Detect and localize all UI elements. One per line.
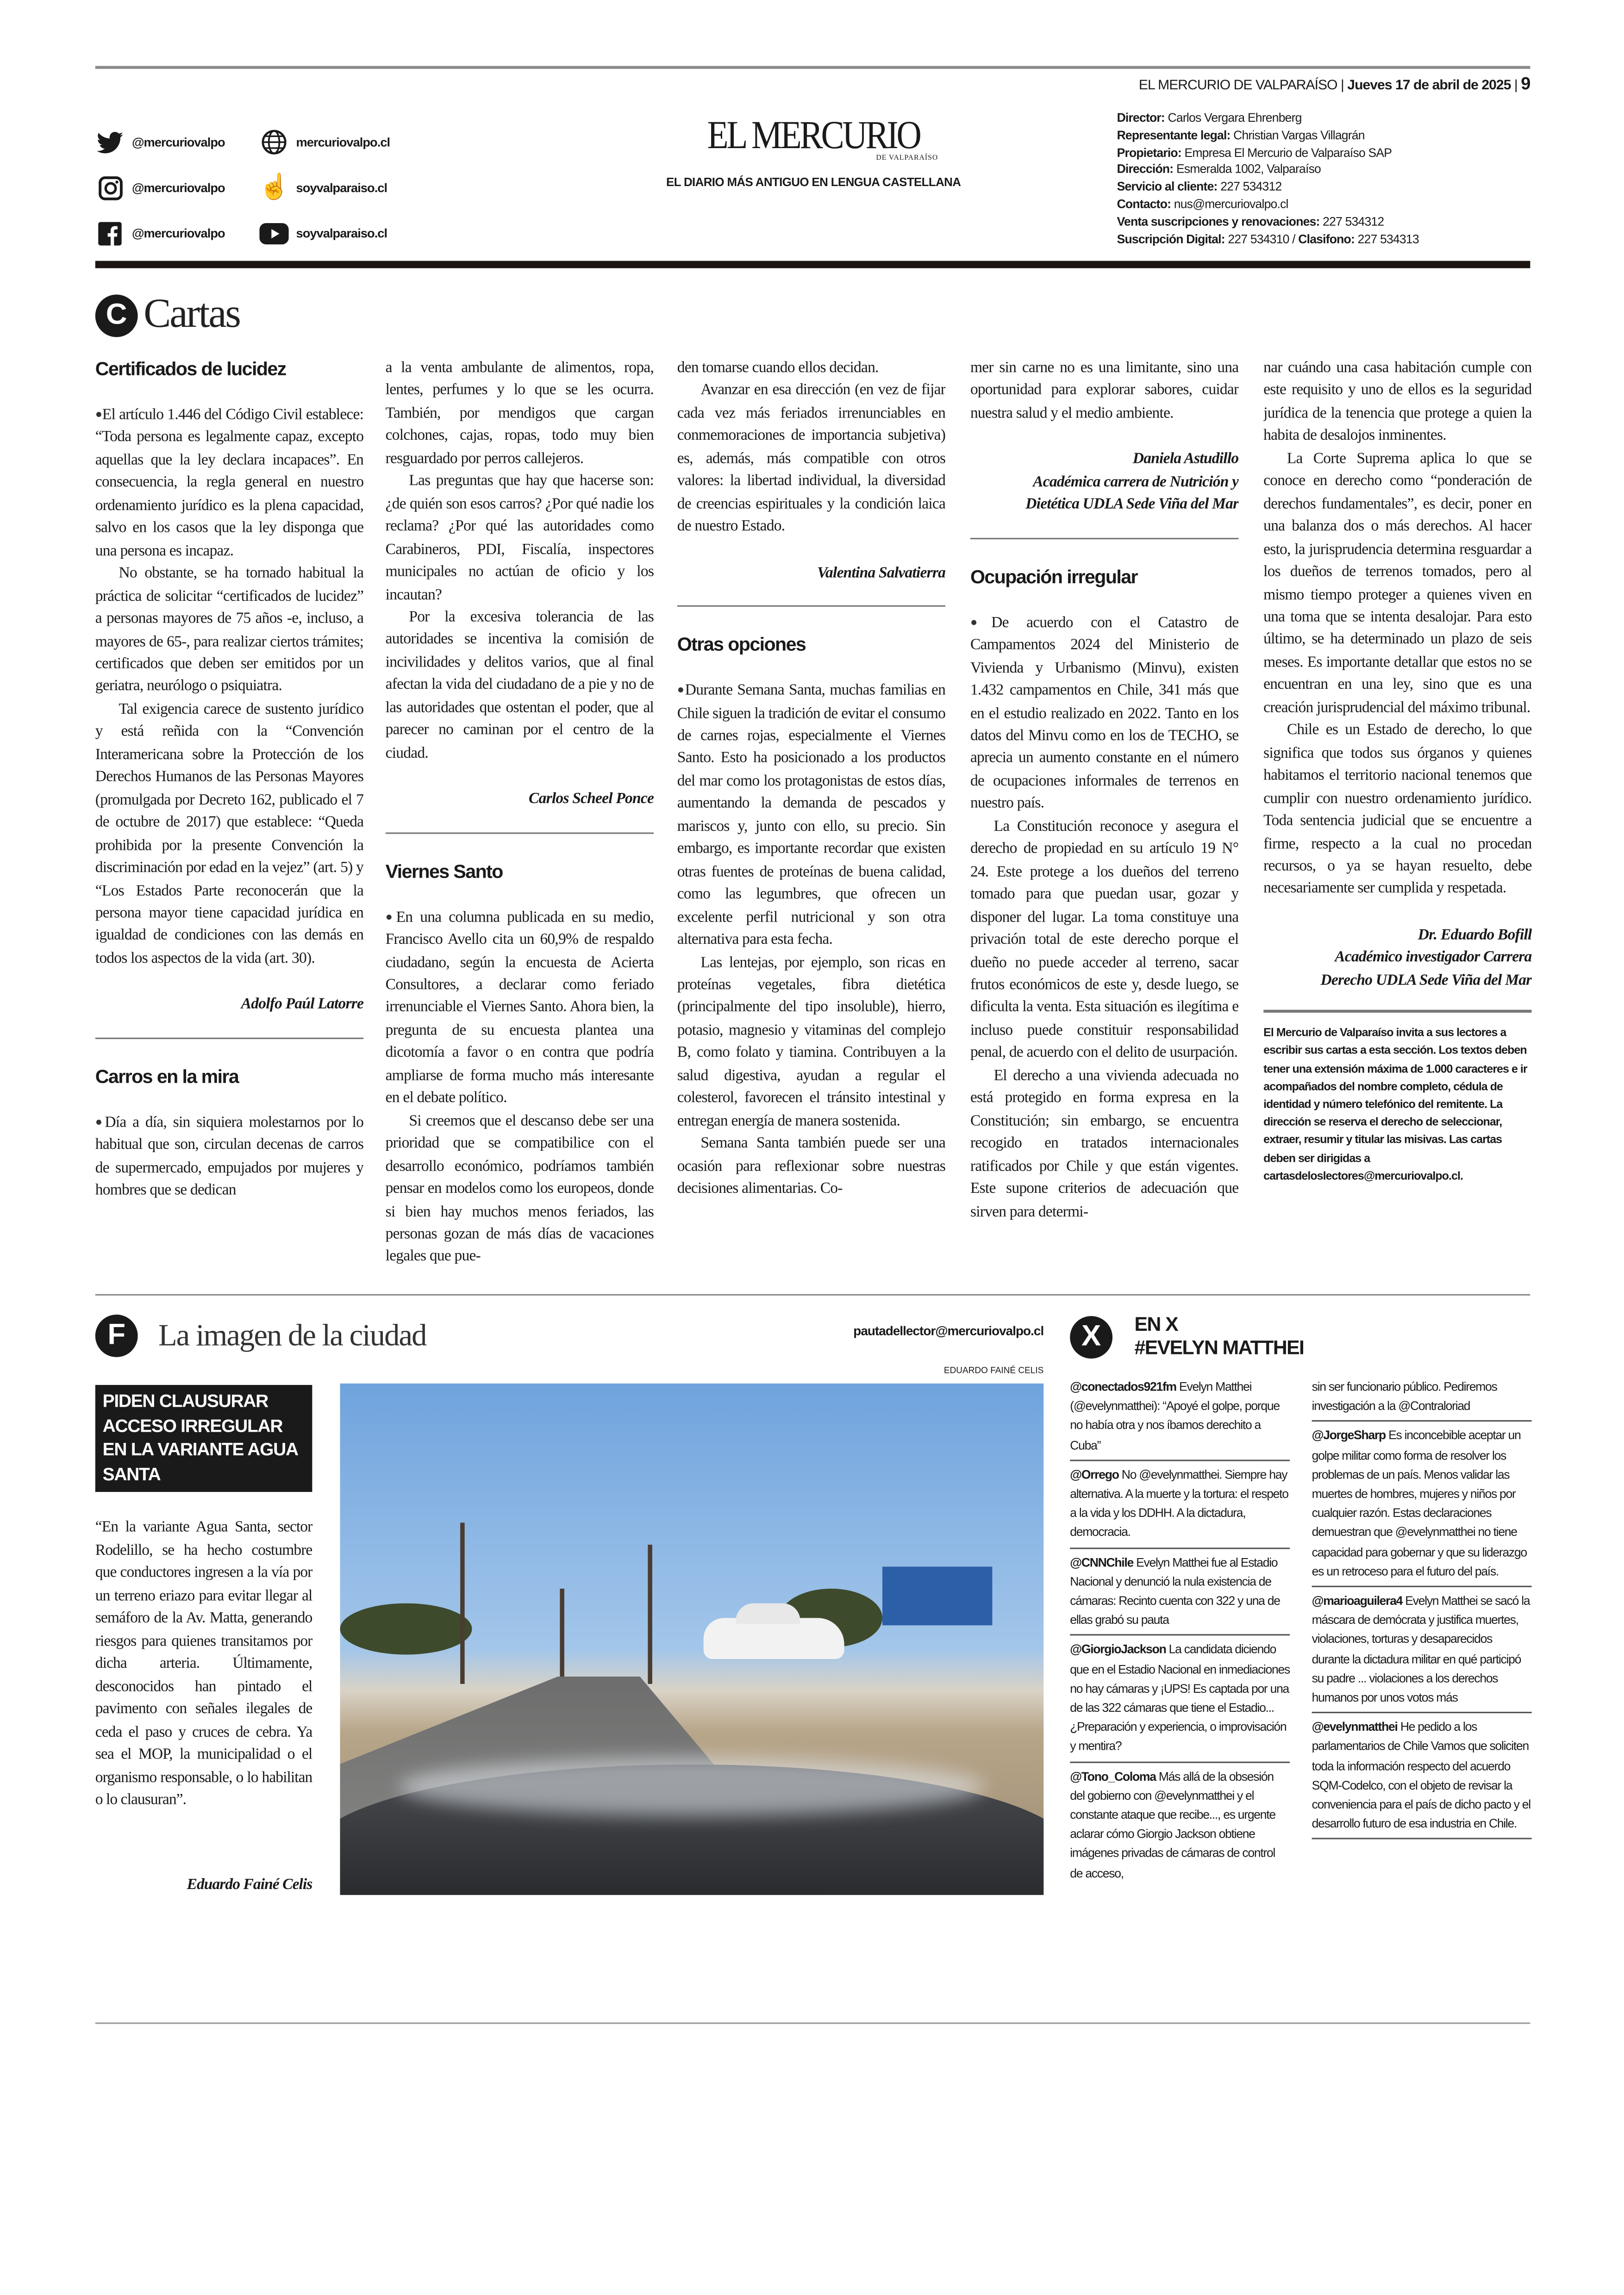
- tweet: [1312, 1378, 1532, 1422]
- letter-divider: [95, 1037, 363, 1039]
- letters-column: [386, 358, 654, 1284]
- letter-paragraph: Tal exigencia carece de sustento jurídico y está reñida con la “Convención Interamericana sobre la Protección de los Derechos Humanos de las Personas Mayores (promulgada por Decreto 162, publicado el 7 de octubre de 2017) que establece: “Queda prohibida por la presente Convención la discriminación por edad en la vejez” (art. 5) y “Los Estados Parte reconocerán que la persona mayor tiene capacidad jurídica en igualdad de condiciones con las demás en todos los aspectos de la vida (art. 30).: [95, 702, 364, 967]
- signature-line: Académico investigador Carrera: [1335, 950, 1532, 967]
- section-title: Cartas: [144, 292, 240, 337]
- tweet-text: He pedido a los parlamentarios de Chile Vamos que soliciten toda la información respecto del acuerdo SQM-Codelco, con el objeto de revisar la conveniencia para el país de dicho pacto y el desarrollo futuro de esa industria en Chile.: [1312, 1719, 1530, 1831]
- staff-line: [1117, 144, 1419, 162]
- letter-signature: [95, 994, 363, 1017]
- letter-paragraph: nar cuándo una casa habitación cumple con este requisito y uno de ellos es la seguridad jurídica de la tenencia que protege a quien la habita de desalojos inminentes.: [1263, 360, 1532, 445]
- staff-line: [1117, 110, 1419, 127]
- section-letter-badge: F: [95, 1315, 138, 1357]
- staff-value: Carlos Vergara Ehrenberg: [1168, 110, 1302, 125]
- letter-paragraph: Por la excesiva tolerancia de las autoridades se incentiva la comisión de incivilidades y delitos varios, que al final afectan la vida del ciudadano de a pie y no de las autoridades que ostentan el poder, que al parecer no caminan por el centro de la ciudad.: [385, 610, 654, 762]
- section-divider: [95, 1294, 1530, 1296]
- social-label: soyvalparaiso.cl: [296, 225, 387, 241]
- photo-credit: EDUARDO FAINÉ CELIS: [943, 1367, 1044, 1376]
- publication-name: EL MERCURIO DE VALPARAÍSO: [1138, 77, 1337, 94]
- letter-paragraph: mer sin carne no es una limitante, sino una oportunidad para explorar sabores, cuidar nuestra salud y el medio ambiente.: [970, 360, 1239, 422]
- tweet-text: sin ser funcionario público. Pediremos investigación a la @Contraloriad: [1312, 1379, 1497, 1413]
- submission-notice: El Mercurio de Valparaíso invita a sus lectores a escribir sus cartas a esta sección. Los textos deben tener una extensión máxima de 1.000 caracteres e ir acompañados del nombre completo, cédula de identidad y número telefónico del remitente. La dirección se reserva el derecho de seleccionar, extraer, resumir y titular las misivas. Las cartas deben ser dirigidas a cartasdeloslectores@mercuriovalpo.cl.: [1263, 1010, 1531, 1185]
- staff-value: Empresa El Mercurio de Valparaíso SAP: [1184, 144, 1392, 159]
- staff-line: [1117, 196, 1419, 213]
- imagen-section-header: [95, 1315, 426, 1357]
- letter-signature: [677, 562, 945, 585]
- enx-title: [1135, 1313, 1304, 1360]
- signature-line: Carlos Scheel Ponce: [529, 792, 654, 808]
- letter-heading: Viernes Santo: [385, 860, 503, 882]
- letter-paragraph: Chile es un Estado de derecho, lo que significa que todos sus órganos y quienes habitamos el territorio nacional tenemos que cumplir con nuestro ordenamiento jurídico. Toda sentencia judicial que se encuentre a firme, respecto a la cual no procedan recursos, o ya se hayan resuelto, debe necesariamente ser cumplida y respetada.: [1263, 723, 1532, 898]
- tweet-handle[interactable]: @JorgeSharp: [1312, 1428, 1386, 1443]
- social-label: @mercuriovalpo: [131, 225, 225, 241]
- tweet-handle[interactable]: @marioaguilera4: [1312, 1593, 1403, 1608]
- letter-divider: [677, 605, 945, 607]
- staff-label: Suscripción Digital:: [1117, 231, 1225, 246]
- tweet-handle[interactable]: @Tono_Coloma: [1070, 1768, 1156, 1784]
- staff-label: Venta suscripciones y renovaciones:: [1117, 213, 1320, 229]
- letter-paragraph: ● El artículo 1.446 del Código Civil establece: “Toda persona es legalmente capaz, excepto aquellas que la ley declara incapaces”. En consecuencia, la regla general en nuestro ordenamiento jurídico es la plena capacidad, salvo en los casos que la ley disponga que una persona es incapaz.: [95, 403, 363, 563]
- letter-paragraph: Semana Santa también puede ser una ocasión para reflexionar sobre nuestras decisiones alimentarias. Co-: [677, 1136, 946, 1197]
- staff-value: 227 534310 /: [1228, 231, 1295, 246]
- signature-line: Dietética UDLA Sede Viña del Mar: [1025, 497, 1239, 513]
- logo-name: EL MERCURIO: [707, 112, 920, 157]
- bottom-rule: [95, 2022, 1530, 2024]
- letter-divider: [970, 537, 1238, 539]
- hand-pointer-icon: ☝: [259, 173, 290, 201]
- tweet-text: La candidata diciendo que en el Estadio Nacional en inmediaciones no hay cámaras y ¡UPS! Es captada por una de las 322 cámaras que tiene el Estadio... ¿Preparación y experiencia, o improvisación y mentira?: [1070, 1642, 1290, 1754]
- staff-line: [1117, 214, 1419, 231]
- enx-section-header: [1070, 1313, 1304, 1360]
- staff-line: [1117, 162, 1419, 179]
- staff-label: Contacto:: [1117, 196, 1171, 211]
- tweet: [1070, 1378, 1290, 1461]
- signature-line: Adolfo Paúl Latorre: [241, 997, 364, 1013]
- social-facebook[interactable]: [95, 220, 225, 246]
- masthead-logo: [645, 114, 982, 189]
- reader-email-link[interactable]: pautadellector@mercuriovalpo.cl: [853, 1323, 1044, 1338]
- letter-paragraph: El derecho a una vivienda adecuada no está protegido en forma expresa en la Constitución; sin embargo, se encuentra recogido en tratados internacionales ratificados por Chile y que están vigentes. Este supone criterios de adecuación que sirven para determi-: [970, 1068, 1239, 1220]
- letter-heading: Certificados de lucidez: [95, 357, 286, 380]
- staff-value: 227 534313: [1357, 231, 1419, 246]
- social-label: mercuriovalpo.cl: [296, 135, 390, 150]
- letter-paragraph: Si creemos que el descanso debe ser una prioridad que se compatibilice con el desarrollo económico, podríamos también pensar en modelos como los europeos, donde si bien hay muchos menos feriados, las personas gozan de más días de vacaciones legales que pue-: [385, 1113, 654, 1266]
- folio: EL MERCURIO DE VALPARAÍSO | Jueves 17 de abril de 2025 | 9: [1138, 73, 1530, 94]
- letter-heading: Ocupación irregular: [970, 565, 1138, 587]
- tweet-text: Evelyn Matthei (@evelynmatthei): “Apoyé el golpe, porque no había otra y nos íbamos derechito a Cuba”: [1070, 1379, 1280, 1452]
- utility-pole: [648, 1545, 652, 1684]
- tweet-handle[interactable]: @Orrego: [1070, 1466, 1119, 1482]
- social-youtube[interactable]: [259, 220, 387, 246]
- tweet-handle[interactable]: @GiorgioJackson: [1070, 1642, 1166, 1657]
- letter-paragraph: Las lentejas, por ejemplo, son ricas en proteínas vegetales, fibra dietética (principalmente del tipo insoluble), hierro, potasio, magnesio y vitaminas del complejo B, como folato y tiamina. Contribuyen a la salud digestiva, ayudan a regular el colesterol, favorecen el tránsito intestinal y entregan energía de manera sostenida.: [677, 954, 946, 1130]
- staff-line: [1117, 127, 1419, 144]
- signature-line: Valentina Salvatierra: [817, 565, 946, 581]
- contact-email[interactable]: nus@mercuriovalpo.cl: [1174, 196, 1288, 211]
- letters-column: [1263, 358, 1531, 1284]
- house: [882, 1567, 992, 1626]
- staff-value: 227 534312: [1323, 213, 1384, 229]
- tweet-text: Evelyn Matthei se sacó la máscara de demócrata y justifica muertes, violaciones, torturas y desaparecidos durante la dictadura militar en qué participó su padre ... violaciones a los derechos humanos por unos votos más: [1312, 1593, 1530, 1705]
- social-twitter[interactable]: [95, 129, 225, 156]
- letter-paragraph: den tomarse cuando ellos decidan.: [677, 360, 879, 377]
- tweet: [1070, 1640, 1290, 1762]
- staff-value: 227 534312: [1220, 179, 1282, 194]
- letter-paragraph: ● Día a día, sin siquiera molestarnos por lo habitual que son, circulan decenas de carros de supermercado, empujados por mujeres y hombres que se dedican: [95, 1110, 363, 1203]
- twitter-icon: [95, 129, 125, 156]
- issue-date: Jueves 17 de abril de 2025: [1347, 77, 1511, 94]
- tweet: [1070, 1553, 1290, 1636]
- staff-value: Christian Vargas Villagrán: [1233, 127, 1365, 142]
- letter-paragraph: Avanzar en esa dirección (en vez de fijar cada vez más feriados irrenunciables en conmemoraciones de importancia subjetiva) es, además, más compatible con otros valores: la libertad individual, la diversidad de creencias espirituales y la condición laica de nuestro Estado.: [677, 383, 946, 536]
- social-label: @mercuriovalpo: [131, 180, 225, 195]
- letter-paragraph: ● En una columna publicada en su medio, Francisco Avello cita un 60,9% de respaldo ciudadano, según la encuesta de Acierta Consultores, a declarar como feriado irrenunciable el Viernes Santo. Ahora bien, la pregunta de su encuesta plantea una dicotomía a favor o en contra que podría ampliarse de forma mucho más interesante en el debate político.: [386, 905, 654, 1110]
- letter-paragraph: No obstante, se ha tornado habitual la práctica de solicitar “certificados de lucidez” a personas mayores de 75 años -e, incluso, a mayores de 65-, para realizar ciertos trámites; certificados que deben ser emitidos por un geriatra, neurólogo o psiquiatra.: [95, 566, 364, 696]
- signature-line: Daniela Astudillo: [1132, 452, 1239, 468]
- page-number: 9: [1521, 73, 1530, 94]
- staff-label: Dirección:: [1117, 162, 1174, 177]
- letter-signature: [386, 789, 654, 811]
- header-rule: [95, 261, 1530, 268]
- letters-column: [677, 358, 945, 1284]
- tweets-column: [1312, 1378, 1532, 1844]
- staff-line: [1117, 179, 1419, 196]
- staff-label: Director:: [1117, 110, 1165, 125]
- youtube-icon: [259, 220, 288, 246]
- signature-line: Académica carrera de Nutrición y: [1033, 474, 1239, 491]
- letter-signature: [1263, 924, 1531, 992]
- letter-paragraph: La Constitución reconoce y asegura el derecho de propiedad en su artículo 19 N° 24. Este protege a los dueños del terreno tomado para que puedan usar, gozar y disponer del lugar. La toma constituye una privación total de este derecho porque el dueño no puede acceder al terreno, sacar frutos económicos de este y, desde luego, se dificulta la venta. Esta situación es ilegítima e incluso puede constituir responsabilidad penal, de acuerdo con el delito de usurpación.: [970, 819, 1239, 1062]
- tweet-handle[interactable]: @CNNChile: [1070, 1554, 1133, 1569]
- letter-paragraph: La Corte Suprema aplica lo que se conoce en derecho como “ponderación de derechos fundamentales”, es decir, poner en una balanza dos o más derechos. Al hacer esto, la jurisprudencia determina resguardar a los dueños de terrenos tomados, pero al mismo tiempo proteger a quienes viven en una toma que se intenta desalojar. Para esto último, se ha determinado un plazo de seis meses. Es importante detallar que estos no se encuentran en una ley, sino que es una creación jurisprudencial del máximo tribunal.: [1263, 451, 1532, 717]
- utility-pole: [460, 1523, 464, 1684]
- facebook-icon: [95, 220, 125, 246]
- tweet: [1070, 1466, 1290, 1549]
- instagram-icon: [95, 175, 125, 201]
- signature-line: Derecho UDLA Sede Viña del Mar: [1320, 973, 1532, 989]
- logo-subtitle: DE VALPARAÍSO: [876, 155, 938, 163]
- staff-box: [1117, 110, 1419, 248]
- white-car: [704, 1618, 844, 1659]
- social-label: @mercuriovalpo: [131, 135, 225, 150]
- letter-signature: [970, 449, 1238, 517]
- photo-headline: PIDEN CLAUSURAR ACCESO IRREGULAR EN LA VARIANTE AGUA SANTA: [95, 1385, 312, 1492]
- tweets-column: [1070, 1378, 1290, 1883]
- letter-divider: [386, 832, 654, 833]
- section-title: La imagen de la ciudad: [158, 1317, 426, 1353]
- staff-label: Clasifono:: [1298, 231, 1355, 246]
- letter-heading: Carros en la mira: [95, 1065, 239, 1087]
- tweet-handle[interactable]: @conectados921fm: [1070, 1379, 1176, 1394]
- cartas-section-header: [95, 292, 240, 338]
- tweet: [1312, 1718, 1532, 1840]
- utility-pole: [560, 1589, 564, 1677]
- tweet-text: Más allá de la obsesión del gobierno con @evelynmatthei y el constante ataque que recibe..., es urgente aclarar cómo Giorgio Jackson obtiene imágenes privadas de cámaras de control de acceso,: [1070, 1768, 1275, 1880]
- letter-paragraph: Las preguntas que hay que hacerse son: ¿de quién son esos carros? ¿Por qué nadie los reclama? ¿Por qué las autoridades como Carabineros, PDI, Fiscalía, inspectores municipales no actúan de oficio y los incautan?: [385, 474, 654, 603]
- signature-line: Dr. Eduardo Bofill: [1418, 927, 1532, 944]
- x-logo-icon: X: [1070, 1316, 1112, 1358]
- road-photo: [340, 1384, 1044, 1895]
- tweet-text: Es inconcebible aceptar un golpe militar como forma de resolver los problemas de un país. Menos validar las muertes de hombres, mujeres y niños por cualquier razón. Estas declaraciones demuestran que @evelynmatthei no tiene capacidad para gobernar y que su liderazgo es un retroceso para el futuro del país.: [1312, 1428, 1527, 1578]
- social-label: soyvalparaiso.cl: [296, 180, 387, 195]
- letter-heading: Otras opciones: [677, 633, 806, 655]
- tagline: EL DIARIO MÁS ANTIGUO EN LENGUA CASTELLANA: [666, 175, 961, 189]
- staff-label: Propietario:: [1117, 144, 1181, 159]
- letter-paragraph: ● De acuerdo con el Catastro de Campamentos 2024 del Ministerio de Vivienda y Urbanismo (Minvu), existen 1.432 campamentos en Chile, 341 más que en el estudio realizado en 2022. Tanto en los datos del Minvu como en los de TECHO, se aprecia un aumento constante en el número de ocupaciones informales de terrenos en nuestro país.: [970, 611, 1238, 816]
- dashboard-reflection: [399, 1757, 985, 1816]
- enx-hashtag[interactable]: #EVELYN MATTHEI: [1134, 1336, 1304, 1359]
- staff-line: [1117, 231, 1419, 248]
- tweet: [1312, 1427, 1532, 1587]
- social-web[interactable]: [259, 129, 390, 156]
- staff-label: Representante legal:: [1117, 127, 1230, 142]
- letters-column: [95, 358, 363, 1284]
- letter-paragraph: ● Durante Semana Santa, muchas familias en Chile siguen la tradición de evitar el consumo de carnes rojas, especialmente el Viernes Santo. Esto ha posicionado a los productos del mar como los protagonistas de estos días, aumentando la demanda de pescados y mariscos y, junto con ello, su precio. Sin embargo, es importante recordar que existen otras fuentes de proteínas de buena calidad, como las legumbres, que ofrecen un excelente perfil nutricional y son otra alternativa para esta fecha.: [677, 679, 945, 952]
- enx-title-line1: EN X: [1134, 1313, 1178, 1335]
- social-instagram[interactable]: [95, 175, 225, 201]
- caption-signature: Eduardo Fainé Celis: [187, 1877, 312, 1894]
- tree: [340, 1603, 472, 1655]
- tweet: [1070, 1767, 1290, 1883]
- globe-icon: [259, 129, 288, 156]
- letter-paragraph: a la venta ambulante de alimentos, ropa, lentes, perfumes y lo que se les ocurra. También, por mendigos que cargan colchones, cajas, ropas, todo muy bien resguardado por perros callejeros.: [385, 360, 654, 468]
- letters-column: [970, 358, 1238, 1284]
- photo-caption: “En la variante Agua Santa, sector Rodelillo, se ha hecho costumbre que conductores ingresen a la vía por un terreno eriazo para evitar llegar al semáforo de la Av. Matta, generando riesgos para quienes transitamos por dicha arteria. Últimamente, desconocidos han pintado el pavimento con señales ilegales de ceda el paso y cruces de cebra. Ya sea el MOP, la municipalidad o el organismo responsable, o lo habilitan o lo clausuran”.: [95, 1520, 312, 1809]
- social-soyvalparaiso[interactable]: [259, 175, 387, 201]
- staff-label: Servicio al cliente:: [1117, 179, 1218, 194]
- staff-value: Esmeralda 1002, Valparaíso: [1176, 162, 1321, 177]
- tweet-text: No @evelynmatthei. Siempre hay alternativa. A la muerte y la tortura: el respeto a la vida y los DDHH. A la dictadura, democracia.: [1070, 1466, 1288, 1540]
- tweet-text: Evelyn Matthei fue al Estadio Nacional y denunció la nula existencia de cámaras: Recinto cuenta con 322 y una de ellas grabó su pauta: [1070, 1554, 1280, 1628]
- section-letter-badge: C: [95, 294, 138, 337]
- tweet-handle[interactable]: @evelynmatthei: [1312, 1719, 1398, 1734]
- top-rule: [95, 66, 1530, 68]
- tweet: [1312, 1591, 1532, 1713]
